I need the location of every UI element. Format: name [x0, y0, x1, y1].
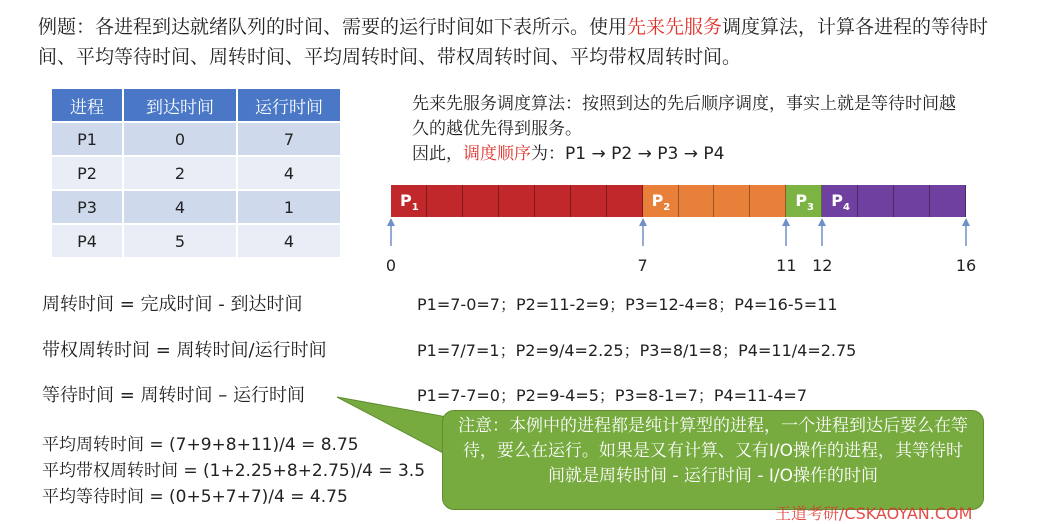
gantt-segment [786, 185, 822, 217]
table-row [51, 156, 341, 190]
algorithm-highlight: 先来先服务 [627, 16, 723, 38]
time-arrow-icon [637, 218, 649, 246]
process-table [50, 87, 342, 259]
gantt-time-unit [427, 185, 463, 217]
order-prefix: 因此， [412, 144, 463, 164]
time-tick-label: 16 [955, 256, 977, 275]
table-row [51, 190, 341, 224]
average-weighted-turnaround: 平均带权周转时间 = (1+2.25+8+2.75)/4 = 3.5 [42, 461, 426, 481]
table-cell: 4 [237, 224, 341, 258]
gantt-time-unit [607, 185, 643, 217]
time-tick-label: 7 [637, 256, 648, 275]
gantt-time-unit [714, 185, 750, 217]
time-tick-label: 12 [812, 256, 833, 275]
table-cell: 4 [123, 190, 237, 224]
gantt-time-unit [679, 185, 715, 217]
watermark: 王道考研/CSKAOYAN.COM [775, 504, 973, 523]
gantt-time-unit [463, 185, 499, 217]
table-cell: P1 [51, 122, 123, 156]
table-cell: P2 [51, 156, 123, 190]
header-process: 进程 [51, 88, 123, 122]
time-tick-label: 11 [776, 256, 797, 275]
waiting-formula: 等待时间 = 周转时间 – 运行时间 [42, 385, 305, 406]
waiting-calculation: P1=7-7=0；P2=9-4=5；P3=8-1=7；P4=11-4=7 [417, 386, 807, 405]
gantt-time-unit [750, 185, 786, 217]
callout-pointer [335, 395, 455, 465]
time-arrow-icon [960, 218, 972, 246]
gantt-segment-label: $P_3$ [795, 191, 815, 214]
note-callout: 注意：本例中的进程都是纯计算型的进程，一个进程到达后要么在等待，要么在运行。如果是又有计算、又有I/O操作的进程，其等待时间就是周转时间 - 运行时间 - I/O操作的时间 [442, 410, 984, 510]
table-cell: P3 [51, 190, 123, 224]
table-cell: 0 [123, 122, 237, 156]
gantt-segment [822, 185, 966, 217]
header-runtime: 运行时间 [237, 88, 341, 122]
table-header-row [51, 88, 341, 122]
weighted-turnaround-formula: 带权周转时间 = 周转时间/运行时间 [42, 340, 327, 361]
table-cell: 2 [123, 156, 237, 190]
average-waiting: 平均等待时间 = (0+5+7+7)/4 = 4.75 [42, 487, 348, 507]
problem-text-end: 调度算法，计算各进程的等待时间、平均等待时间、周转时间、平均周转时间、带权周转时间、平均带权周转时间。 [38, 16, 989, 68]
algorithm-description [412, 92, 972, 167]
gantt-time-unit [535, 185, 571, 217]
turnaround-calculation: P1=7-0=7；P2=11-2=9；P3=12-4=8；P4=16-5=11 [417, 295, 838, 314]
gantt-segment-label: $P_1$ [400, 191, 419, 214]
time-arrow-icon [816, 218, 828, 246]
time-tick-label: 0 [385, 256, 397, 275]
gantt-segment [643, 185, 787, 217]
gantt-time-unit [858, 185, 894, 217]
table-cell: 1 [237, 190, 341, 224]
table-cell: 4 [237, 156, 341, 190]
weighted-turnaround-calculation: P1=7/7=1；P2=9/4=2.25；P3=8/1=8；P4=11/4=2.75 [417, 341, 857, 360]
header-arrival: 到达时间 [123, 88, 237, 122]
gantt-time-unit [499, 185, 535, 217]
table-cell: 5 [123, 224, 237, 258]
average-turnaround: 平均周转时间 = (7+9+8+11)/4 = 8.75 [42, 435, 359, 455]
table-cell: P4 [51, 224, 123, 258]
table-cell: 7 [237, 122, 341, 156]
order-sequence: 为：P1 → P2 → P3 → P4 [531, 144, 725, 164]
time-arrow-icon [780, 218, 792, 246]
gantt-segment [391, 185, 643, 217]
gantt-time-unit [571, 185, 607, 217]
gantt-time-unit [930, 185, 966, 217]
table-row [51, 224, 341, 258]
gantt-time-unit [894, 185, 930, 217]
problem-statement [38, 12, 998, 72]
table-row [51, 122, 341, 156]
gantt-segment-label: $P_4$ [831, 191, 850, 214]
gantt-chart [391, 185, 966, 217]
schedule-order [412, 142, 972, 167]
time-arrow-icon [385, 218, 397, 246]
turnaround-formula: 周转时间 = 完成时间 - 到达时间 [42, 294, 303, 315]
gantt-segment-label: $P_2$ [651, 191, 671, 214]
description-text: 先来先服务调度算法：按照到达的先后顺序调度，事实上就是等待时间越久的越优先得到服务。 [412, 94, 956, 139]
problem-text: 例题：各进程到达就绪队列的时间、需要的运行时间如下表所示。使用 [38, 16, 628, 38]
order-highlight: 调度顺序 [463, 144, 531, 164]
